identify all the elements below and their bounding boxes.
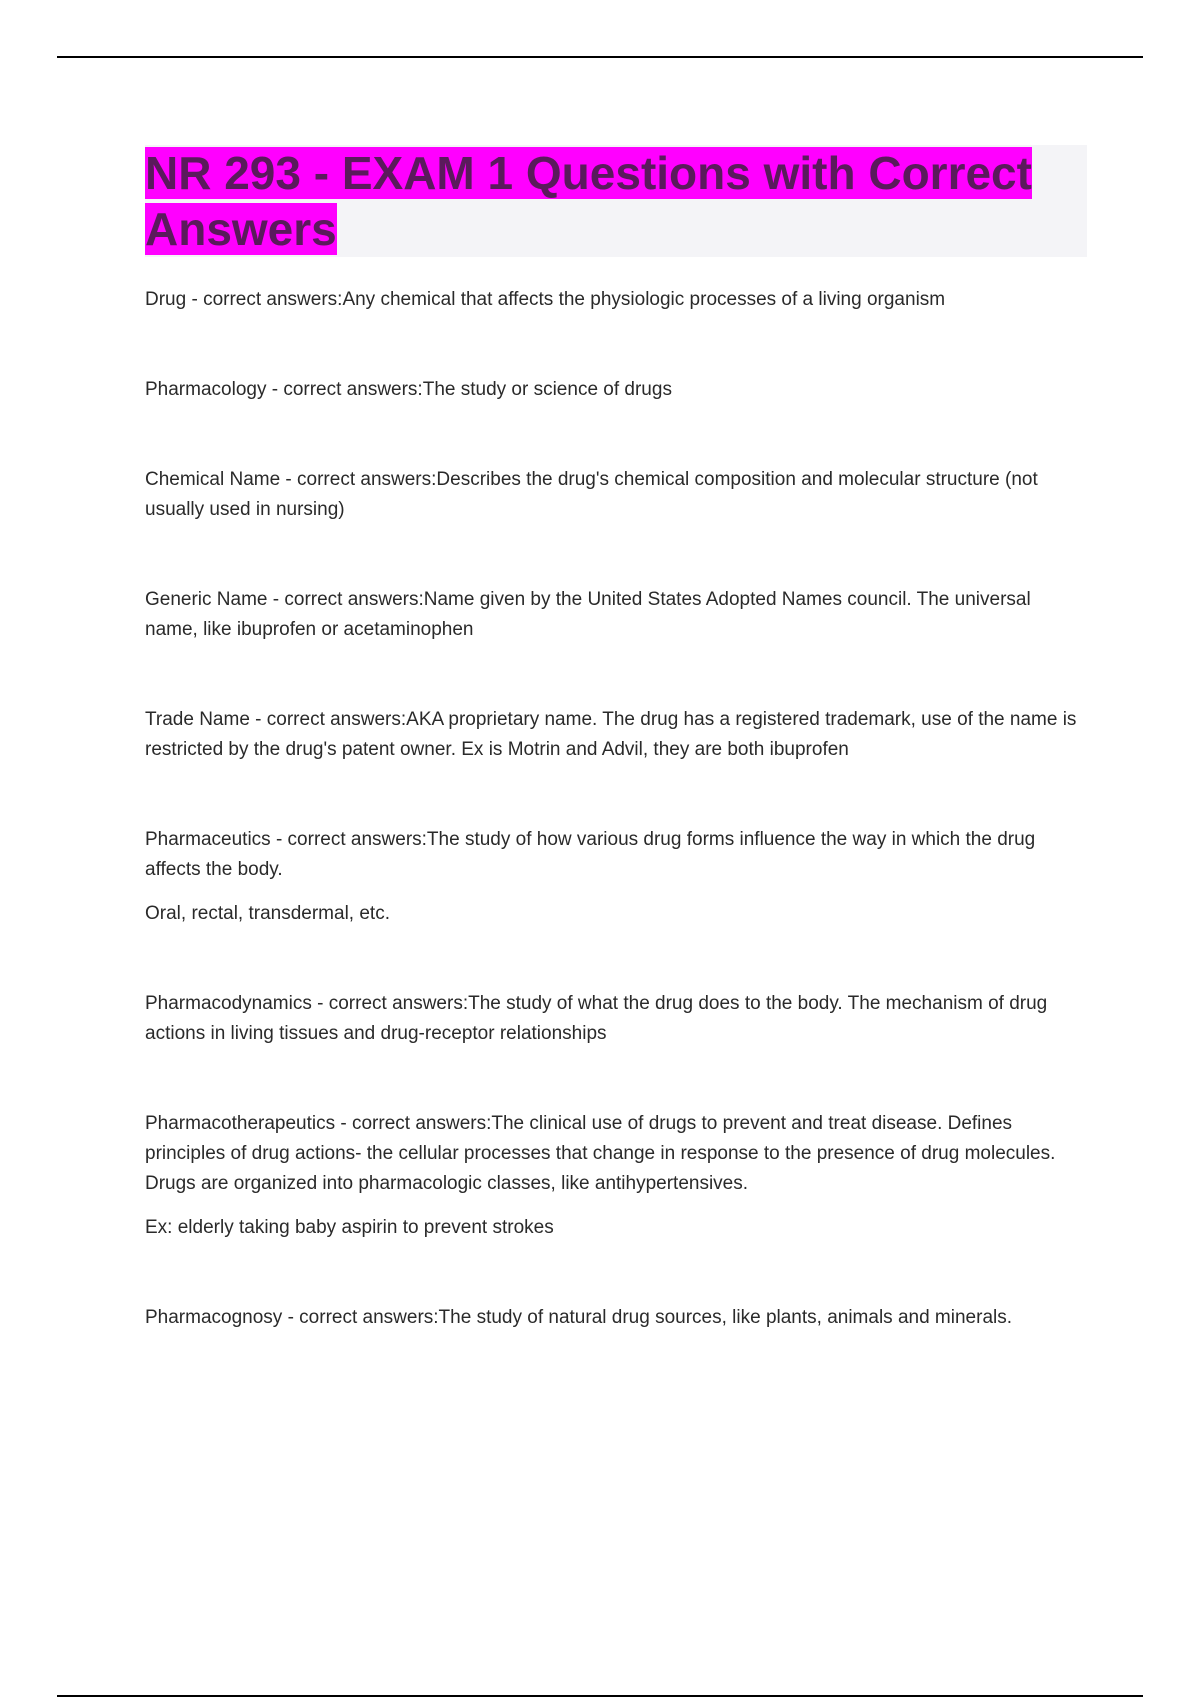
qa-entry-text: Chemical Name - correct answers:Describes the drug's chemical composition and molecular structure (not usually used in nursing) xyxy=(145,469,1038,520)
qa-entry-pharmaceutics xyxy=(145,825,1087,929)
qa-entry-pharmacotherapeutics xyxy=(145,1109,1087,1243)
qa-entry-text: Pharmacodynamics - correct answers:The study of what the drug does to the body. The mechanism of drug actions in living tissues and drug-receptor relationships xyxy=(145,993,1048,1044)
document-title xyxy=(145,145,1087,257)
qa-entry-pharmacodynamics xyxy=(145,989,1087,1049)
bottom-rule xyxy=(57,1695,1143,1697)
title-block xyxy=(145,145,1087,257)
qa-entry-text: Generic Name - correct answers:Name given by the United States Adopted Names council. The universal name, like ibuprofen or acetaminophen xyxy=(145,589,1031,640)
qa-entry-text: Pharmaceutics - correct answers:The study of how various drug forms influence the way in which the drug affects the body. xyxy=(145,829,1036,880)
qa-entry-example: Oral, rectal, transdermal, etc. xyxy=(145,903,390,924)
qa-entry-generic-name xyxy=(145,585,1087,645)
document-body xyxy=(145,145,1087,1393)
qa-entry-text: Pharmacology - correct answers:The study or science of drugs xyxy=(145,379,672,400)
title-highlight: NR 293 - EXAM 1 Questions with Correct Answers xyxy=(145,147,1032,255)
qa-entry-text: Pharmacotherapeutics - correct answers:The clinical use of drugs to prevent and treat disease. Defines principles of drug actions- the cellular processes that change in response to the presence of drug molecules. Drugs are organized into pharmacologic classes, like antihypertensives. xyxy=(145,1113,1056,1194)
qa-entry-text: Pharmacognosy - correct answers:The study of natural drug sources, like plants, animals and minerals. xyxy=(145,1307,1013,1328)
qa-entry-chemical-name xyxy=(145,465,1087,525)
top-rule xyxy=(57,56,1143,58)
qa-entry-example: Ex: elderly taking baby aspirin to prevent strokes xyxy=(145,1217,554,1238)
qa-entry-text: Drug - correct answers:Any chemical that affects the physiologic processes of a living organism xyxy=(145,289,946,310)
qa-entry-text: Trade Name - correct answers:AKA proprietary name. The drug has a registered trademark, use of the name is restricted by the drug's patent owner. Ex is Motrin and Advil, they are both ibuprofen xyxy=(145,709,1077,760)
qa-entry-trade-name xyxy=(145,705,1087,765)
qa-entry-pharmacognosy xyxy=(145,1303,1087,1333)
qa-entry-drug xyxy=(145,285,1087,315)
qa-entry-pharmacology xyxy=(145,375,1087,405)
